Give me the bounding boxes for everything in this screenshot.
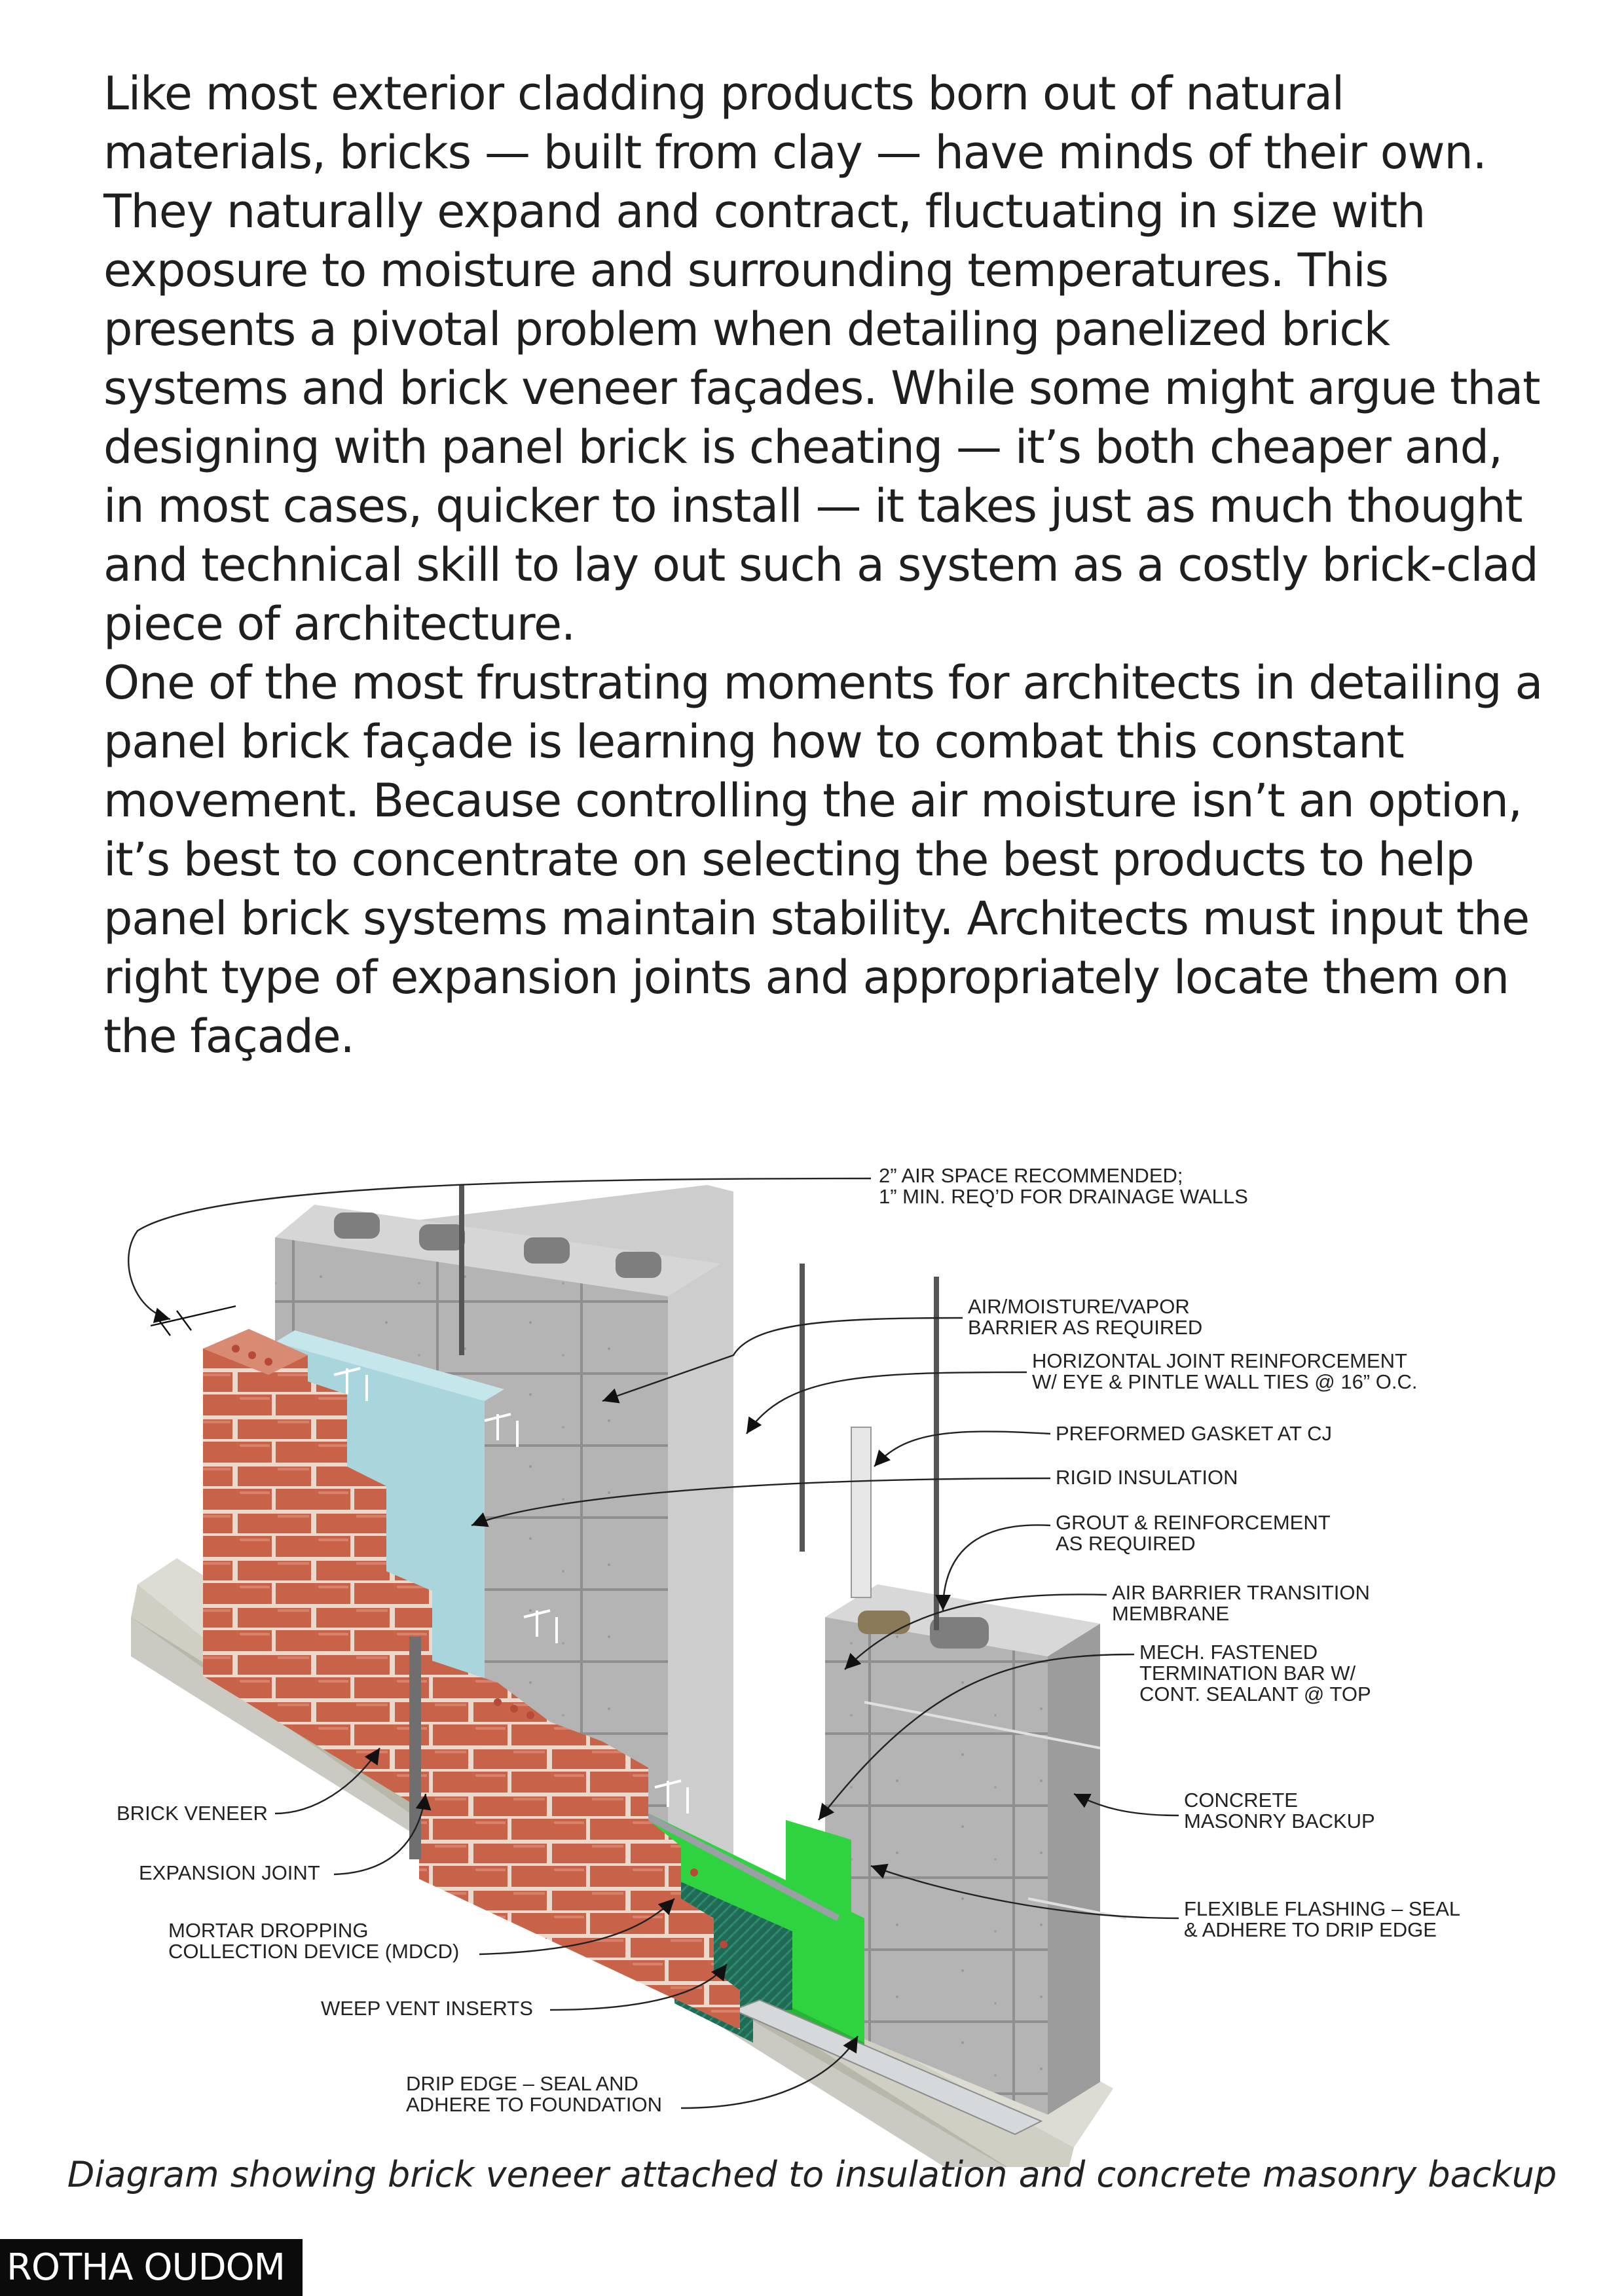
svg-text:BRICK VENEER: BRICK VENEER [117,1802,268,1825]
svg-text:FLEXIBLE FLASHING – SEAL: FLEXIBLE FLASHING – SEAL [1184,1897,1461,1920]
intro-paragraph: Like most exterior cladding products born out of natural materials, bricks — built from clay — have minds of their own. They naturally expand and contract, fluctuating in size with exposure to moisture and surrounding temperatures. This presents a pivotal problem when detailing panelized brick systems and brick veneer façades. While some might argue that designing with panel brick is cheating — it’s both cheaper and, in most cases, quicker to install — it takes just as much thought and technical skill to lay out such a system as a costly brick-clad piece of architecture. [103,67,1540,651]
svg-text:CONCRETE: CONCRETE [1184,1789,1298,1812]
svg-text:HORIZONTAL JOINT REINFORCEMENT: HORIZONTAL JOINT REINFORCEMENT [1032,1349,1407,1372]
detail-paragraph: One of the most frustrating moments for architects in detailing a panel brick façade is learning how to combat this constant movement. Because controlling the air moisture isn’t an option, it’s best to concentrate on selecting the best products to help panel brick systems maintain stability. Architects must input the right type of expansion joints and appropriately locate them on the façade. [103,656,1543,1063]
label-joint-reinforcement [747,1349,1417,1434]
label-cmu-backup [1074,1789,1375,1832]
preformed-gasket [851,1427,871,1597]
dimension-marks [151,1306,236,1336]
svg-text:1” MIN. REQ’D FOR DRAINAGE WAL: 1” MIN. REQ’D FOR DRAINAGE WALLS [879,1185,1248,1208]
svg-text:AIR BARRIER TRANSITION: AIR BARRIER TRANSITION [1112,1581,1370,1604]
svg-text:MORTAR DROPPING: MORTAR DROPPING [168,1919,369,1942]
svg-text:& ADHERE TO DRIP EDGE: & ADHERE TO DRIP EDGE [1184,1918,1437,1941]
svg-text:BARRIER AS REQUIRED: BARRIER AS REQUIRED [968,1316,1203,1339]
svg-text:GROUT & REINFORCEMENT: GROUT & REINFORCEMENT [1056,1511,1331,1534]
label-gasket [874,1422,1332,1467]
svg-text:DRIP EDGE – SEAL AND: DRIP EDGE – SEAL AND [406,2072,638,2095]
author-credit: ROTHA OUDOM [0,2239,303,2296]
svg-text:AS REQUIRED: AS REQUIRED [1056,1532,1196,1555]
svg-text:W/ EYE & PINTLE WALL TIES @ 16: W/ EYE & PINTLE WALL TIES @ 16” O.C. [1032,1370,1418,1393]
svg-text:CONT. SEALANT @ TOP: CONT. SEALANT @ TOP [1139,1683,1371,1705]
svg-text:MEMBRANE: MEMBRANE [1112,1602,1230,1625]
svg-text:WEEP VENT INSERTS: WEEP VENT INSERTS [321,1997,533,2020]
svg-text:RIGID INSULATION: RIGID INSULATION [1056,1466,1238,1489]
brick-veneer-wall-section-diagram [79,1159,1559,2167]
svg-text:COLLECTION DEVICE (MDCD): COLLECTION DEVICE (MDCD) [168,1940,460,1963]
expansion-joint-gap [409,1637,421,1859]
svg-text:AIR/MOISTURE/VAPOR: AIR/MOISTURE/VAPOR [968,1295,1190,1318]
svg-text:2” AIR SPACE RECOMMENDED;: 2” AIR SPACE RECOMMENDED; [879,1164,1183,1187]
svg-text:PREFORMED GASKET AT CJ: PREFORMED GASKET AT CJ [1056,1422,1333,1445]
figure-caption: Diagram showing brick veneer attached to insulation and concrete masonry backup [67,2154,1557,2195]
svg-text:TERMINATION BAR W/: TERMINATION BAR W/ [1139,1662,1356,1685]
svg-text:EXPANSION JOINT: EXPANSION JOINT [139,1861,320,1884]
svg-text:MECH. FASTENED: MECH. FASTENED [1139,1641,1318,1664]
svg-text:MASONRY BACKUP: MASONRY BACKUP [1184,1810,1375,1832]
svg-text:ADHERE TO FOUNDATION: ADHERE TO FOUNDATION [406,2093,662,2116]
